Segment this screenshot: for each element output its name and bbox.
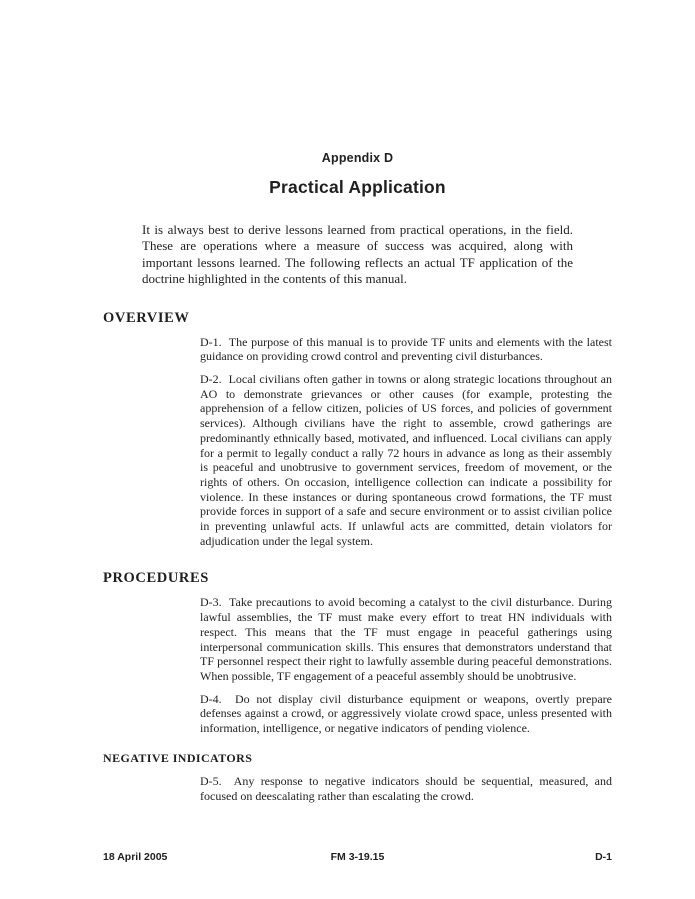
paragraph-d4: D-4. Do not display civil disturbance equipment or weapons, overtly prepare defenses against a crowd, or aggressively violate crowd space, unless presented with information, intelligence, or negative indicators of pending violence. <box>200 691 612 736</box>
overview-heading: OVERVIEW <box>103 309 190 326</box>
page-title: Practical Application <box>269 177 446 197</box>
procedures-heading: PROCEDURES <box>103 570 209 587</box>
page-footer <box>103 851 612 865</box>
section-procedures <box>103 570 612 803</box>
footer-manual-number: FM 3-19.15 <box>330 851 385 863</box>
negative-indicators-heading: NEGATIVE INDICATORS <box>103 750 253 765</box>
paragraph-d3: D-3. Take precautions to avoid becoming a catalyst to the civil disturbance. During lawful assemblies, the TF must make every effort to treat HN individuals with respect. This means that the TF must engage in peaceful gatherings using interpersonal communication skills. This ensures that demonstrators understand that TF personnel respect their right to lawfully assemble during peaceful demonstrations. When possible, TF engagement of a peaceful assembly should be unobtrusive. <box>200 595 612 683</box>
paragraph-d2: D-2. Local civilians often gather in towns or along strategic locations throughout an AO to demonstrate grievances or other causes (for example, protesting the apprehension of a fellow citizen, policies of US forces, and policies of government services). Although civilians have the right to assemble, crowd gatherings are predominantly ethnically based, motivated, and influenced. Local civilians can apply for a permit to legally conduct a rally 72 hours in advance as long as their assembly is peaceful and unobtrusive to government services, freedom of movement, or the rights of others. On occasion, intelligence collection can indicate a possibility for violence. In these instances or during spontaneous crowd formations, the TF must provide forces in support of a safe and secure environment or to assist civilian police in preventing unlawful acts. If unlawful acts are committed, detain violators for adjudication under the legal system. <box>200 372 612 548</box>
intro-paragraph: It is always best to derive lessons learned from practical operations, in the field. These are operations where a measure of success was acquired, along with important lessons learned. The following reflects an actual TF application of the doctrine highlighted in the contents of this manual. <box>142 222 573 287</box>
appendix-label: Appendix D <box>321 151 394 165</box>
paragraph-d1: D-1. The purpose of this manual is to provide TF units and elements with the latest guidance on providing crowd control and preventing civil disturbances. <box>200 334 612 364</box>
section-overview <box>103 310 612 549</box>
subsection-negative-indicators <box>103 751 612 803</box>
footer-date: 18 April 2005 <box>103 851 168 863</box>
footer-page-number: D-1 <box>595 851 612 863</box>
paragraph-d5: D-5. Any response to negative indicators should be sequential, measured, and focused on deescalating rather than escalating the crowd. <box>200 773 612 803</box>
